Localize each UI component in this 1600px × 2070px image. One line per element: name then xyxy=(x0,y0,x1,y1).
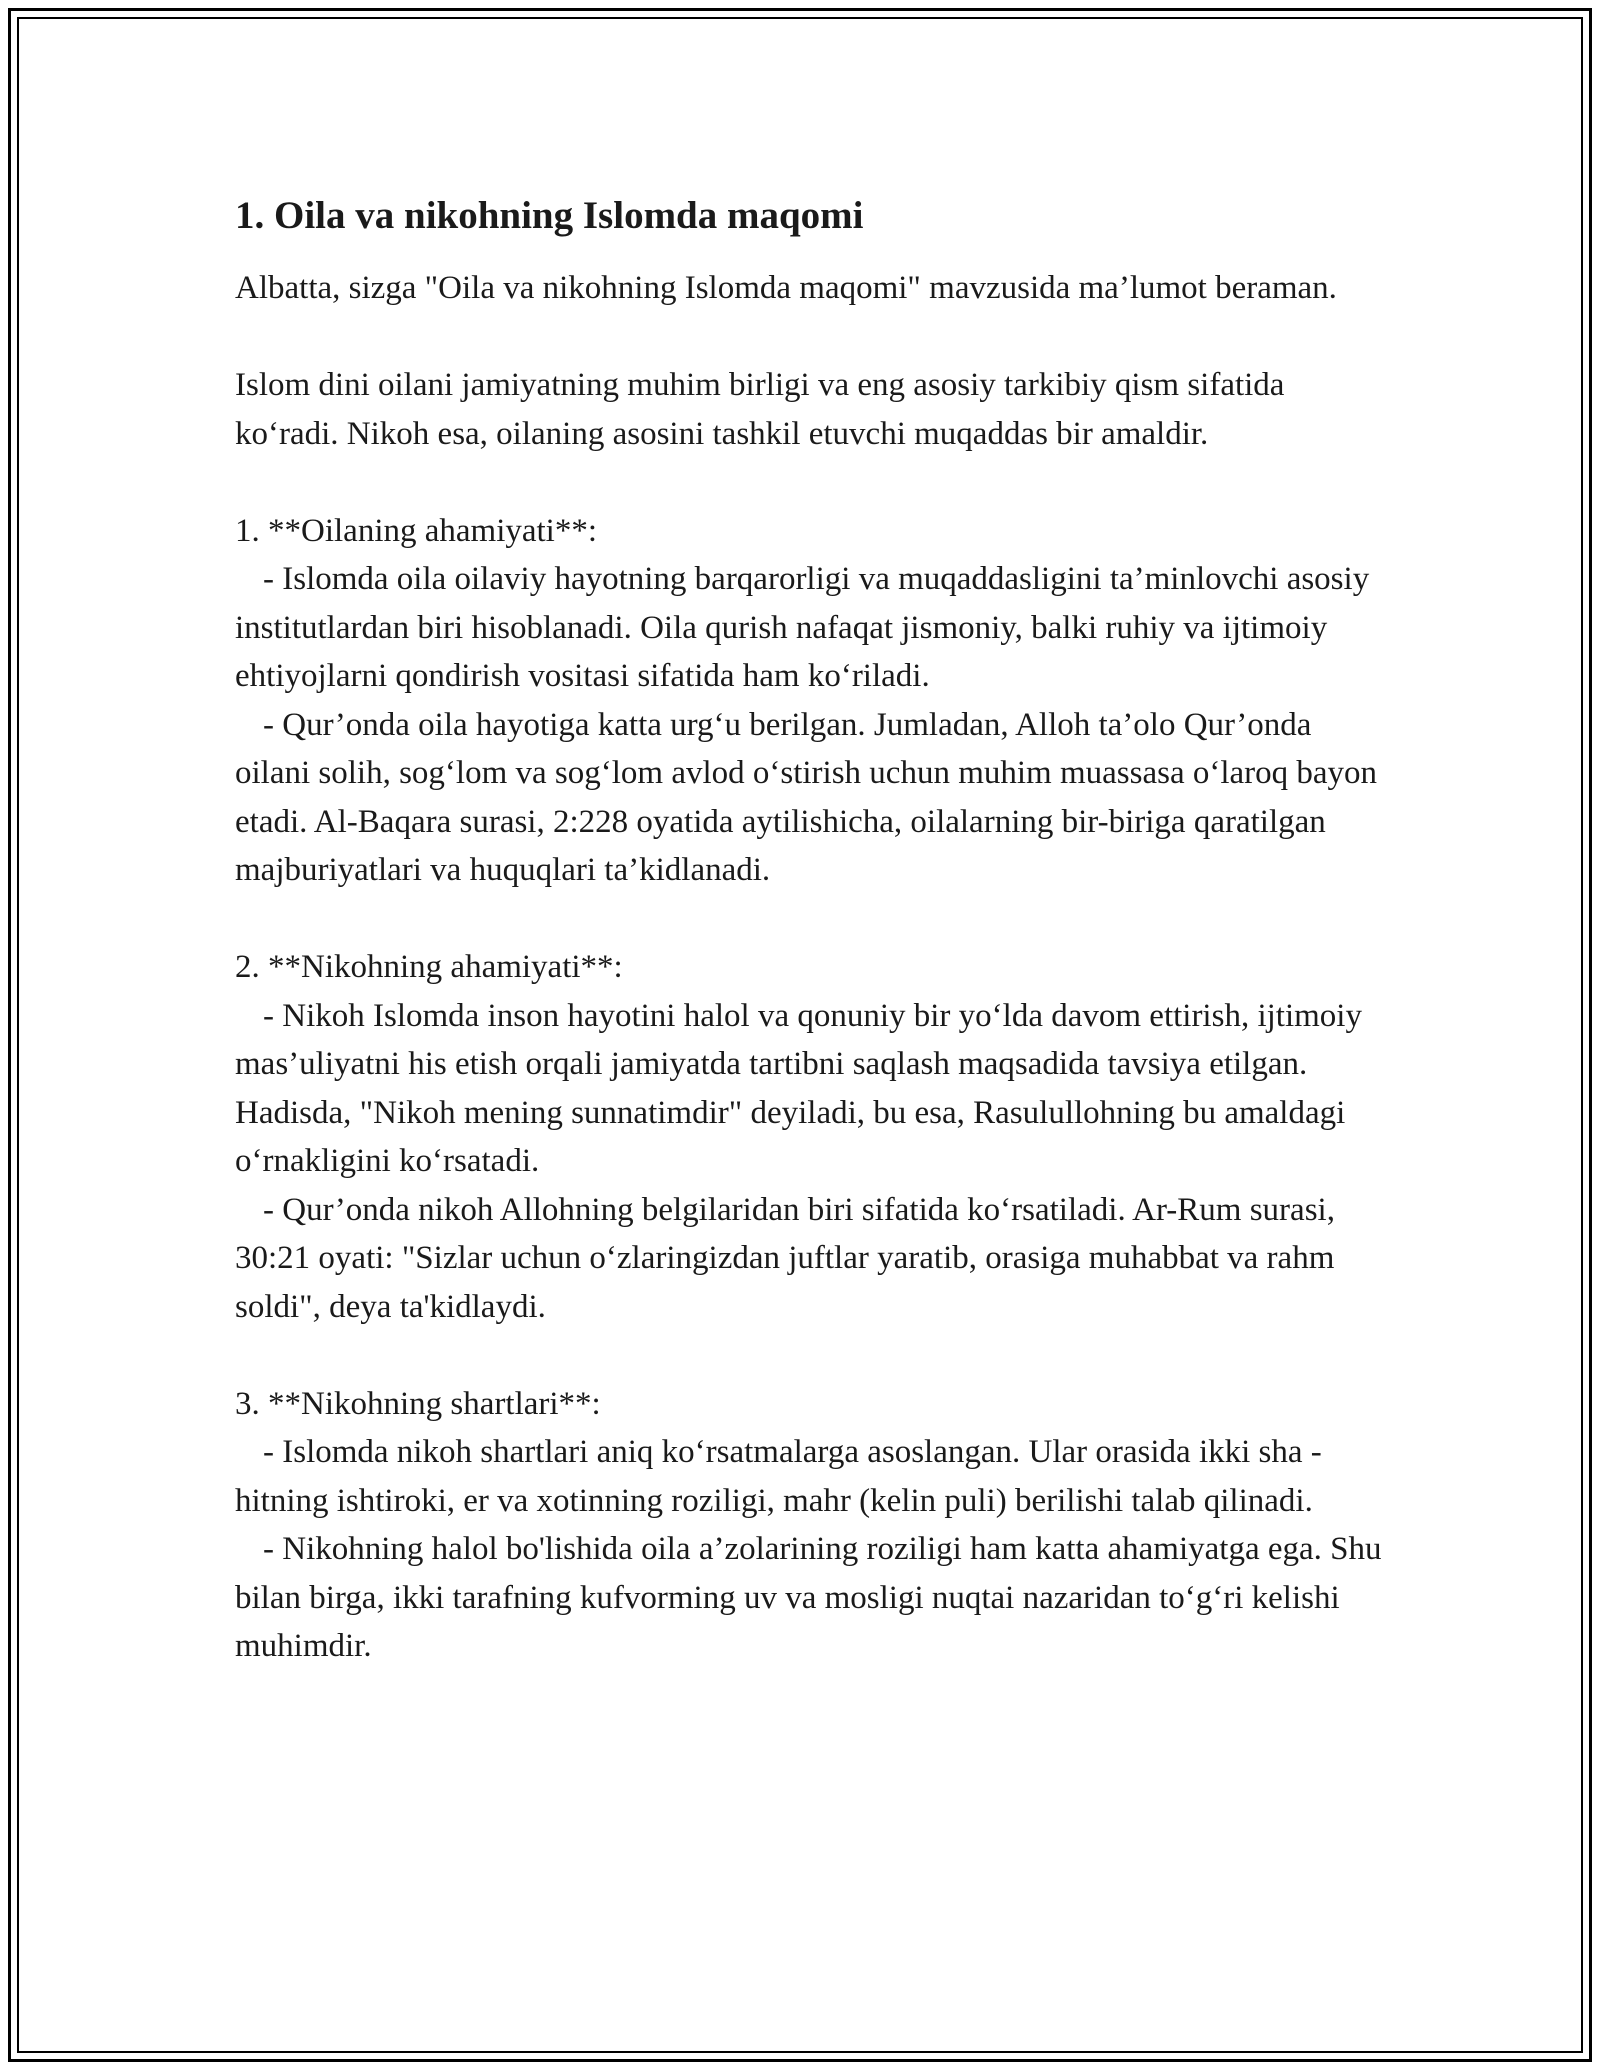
section-family-importance xyxy=(235,507,1385,895)
document-title: 1. Oila va nikohning Islomda maqomi xyxy=(235,194,864,237)
document-body xyxy=(235,188,1385,1671)
section-item: - Qur’onda nikoh Allohning belgilaridan biri sifatida ko‘rsatiladi. Ar-Rum surasi, 30:21 oyati: "Sizlar uchun o‘zlaringizdan juftlar yaratib, orasiga muhabbat va rahm soldi", deya ta'kidlaydi. xyxy=(235,1191,1335,1325)
section-item: - Islomda oila oilaviy hayotning barqarorligi va muqaddasligini ta’minlovchi asosiy institutlardan biri hisoblanadi. Oila qurish nafaqat jismoniy, balki ruhiy va ijtimoiy ehtiyojlarni qondirish vositasi sifatida ham ko‘riladi. xyxy=(235,561,1370,694)
section-item: - Qur’onda oila hayotiga katta urg‘u berilgan. Jumladan, Alloh ta’olo Qur’onda oilani solih, sog‘lom va sog‘lom avlod o‘stirish uchun muhim muassasa o‘laroq bayon etadi. Al-Baqara surasi, 2:228 oyatida aytilishicha, oilalarning bir-biriga qaratilgan majburiyatlari va huquqlari ta’kidlanadi. xyxy=(235,706,1378,888)
section-marriage-conditions xyxy=(235,1380,1385,1671)
section-marriage-importance xyxy=(235,943,1385,1331)
section-heading: 1. **Oilaning ahamiyati**: xyxy=(235,512,598,549)
section-item: - Islomda nikoh shartlari aniq ko‘rsatmalarga asoslangan. Ular orasida ikki sha -hitning ishtiroki, er va xotinning roziligi, mahr (kelin puli) berilishi talab qilinadi. xyxy=(235,1434,1322,1519)
section-heading: 2. **Nikohning ahamiyati**: xyxy=(235,949,623,985)
overview-paragraph: Islom dini oilani jamiyatning muhim birligi va eng asosiy tarkibiy qism sifatida ko‘radi. Nikoh esa, oilaning asosini tashkil etuvchi muqaddas bir amaldir. xyxy=(235,367,1285,452)
section-item: - Nikoh Islomda inson hayotini halol va qonuniy bir yo‘lda davom ettirish, ijtimoiy mas’uliyatni his etish orqali jamiyatda tartibni saqlash maqsadida tavsiya etilgan. Hadisda, "Nikoh mening sunnatimdir" deyiladi, bu esa, Rasulullohning bu amaldagi o‘rnakligini ko‘rsatadi. xyxy=(235,997,1362,1179)
intro-paragraph: Albatta, sizga "Oila va nikohning Islomda maqomi" mavzusida ma’lumot beraman. xyxy=(235,270,1337,306)
section-item: - Nikohning halol bo'lishida oila a’zolarining roziligi ham katta ahamiyatga ega. Shu bilan birga, ikki tarafning kufvorming uv va mosligi nuqtai nazaridan to‘g‘ri kelishi muhimdir. xyxy=(235,1531,1382,1664)
section-heading: 3. **Nikohning shartlari**: xyxy=(235,1385,601,1422)
